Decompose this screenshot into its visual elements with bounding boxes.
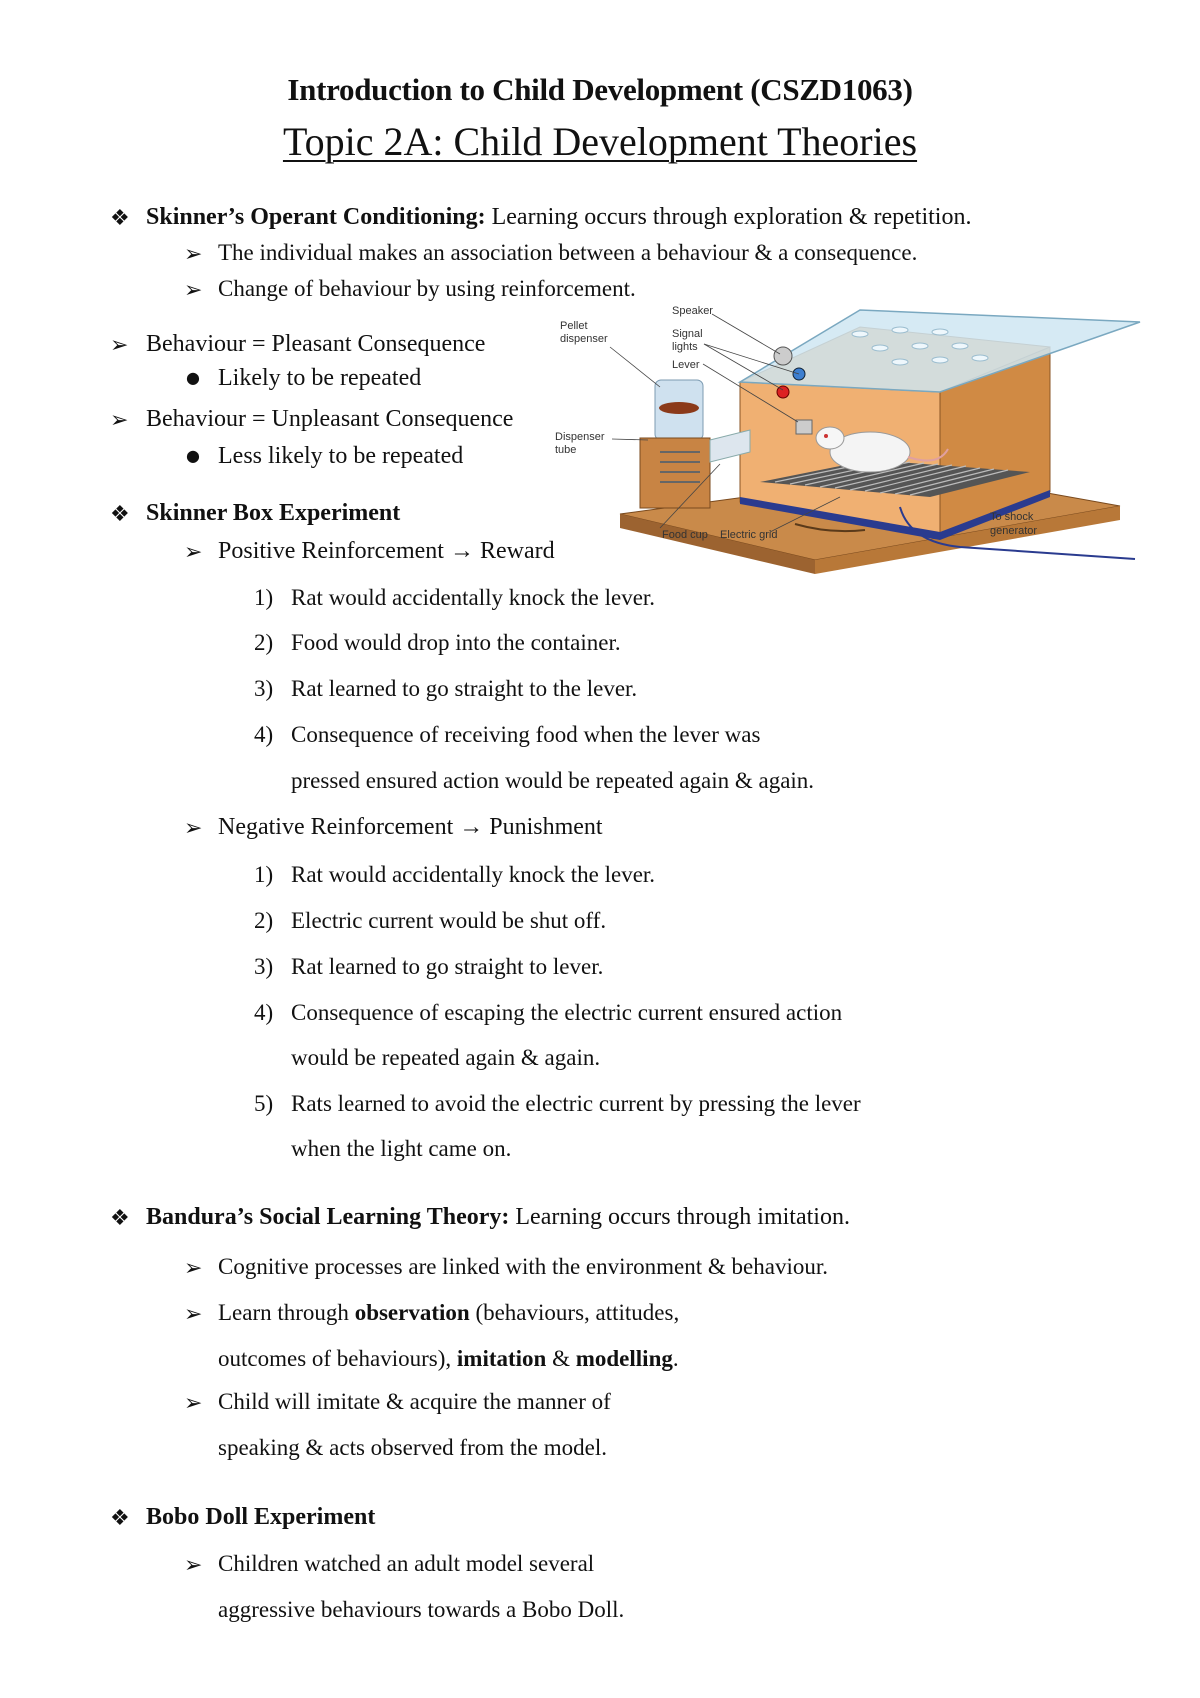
label-lights: lights (672, 341, 698, 353)
label-dispenser: dispenser (560, 333, 608, 345)
bandura-point-3-cont: speaking & acts observed from the model. (218, 1435, 607, 1460)
step-number: 2) (254, 908, 274, 933)
arrow-bullet-icon: ➢ (184, 1553, 203, 1578)
topic-title (0, 118, 1200, 165)
positive-step-3: Rat learned to go straight to the lever. (291, 676, 638, 701)
arrow-bullet-icon: ➢ (110, 333, 129, 358)
lever (796, 420, 812, 434)
step-number: 4) (254, 1000, 274, 1025)
bandura-point-1: Cognitive processes are linked with the environment & behaviour. (218, 1254, 828, 1279)
bobo-point-1-cont: aggressive behaviours towards a Bobo Doll. (218, 1597, 625, 1622)
skinner-heading (146, 204, 971, 231)
diamond-bullet-icon: ❖ (110, 1206, 130, 1231)
text-run: . (672, 1346, 679, 1371)
diamond-bullet-icon: ❖ (110, 502, 130, 527)
label-shock-1: To shock (990, 511, 1034, 523)
label-lever: Lever (672, 359, 700, 371)
pleasant-note: Likely to be repeated (218, 365, 422, 391)
label-electric-grid: Electric grid (720, 529, 778, 541)
bandura-point-2 (218, 1300, 679, 1326)
bandura-point-3: Child will imitate & acquire the manner of (218, 1389, 611, 1414)
observation-term: observation (354, 1300, 470, 1325)
bobo-title: Bobo Doll Experiment (146, 1504, 376, 1530)
bandura-title: Bandura’s Social Learning Theory: (146, 1204, 510, 1230)
bandura-heading (146, 1204, 850, 1231)
step-number: 1) (254, 585, 274, 610)
positive-result: Reward (479, 538, 555, 564)
negative-step-4-cont: would be repeated again & again. (291, 1045, 601, 1070)
arrow-bullet-icon: ➢ (184, 1391, 203, 1416)
negative-label: Negative Reinforcement (218, 814, 454, 840)
negative-step-5: Rats learned to avoid the electric current by pressing the lever (291, 1091, 861, 1116)
negative-step-1: Rat would accidentally knock the lever. (291, 862, 656, 887)
bandura-desc: Learning occurs through imitation. (509, 1204, 850, 1230)
label-speaker: Speaker (672, 305, 713, 317)
skinner-desc: Learning occurs through exploration & repetition. (485, 204, 972, 230)
text-run: outcomes of behaviours), (218, 1346, 457, 1371)
arrow-bullet-icon: ➢ (184, 1256, 203, 1281)
bandura-point-2-cont (218, 1346, 679, 1372)
negative-step-3: Rat learned to go straight to lever. (291, 954, 604, 979)
negative-step-2: Electric current would be shut off. (291, 908, 607, 933)
text-run: Learn through (218, 1300, 355, 1325)
bobo-point-1: Children watched an adult model several (218, 1551, 595, 1576)
label-pellet: Pellet (560, 320, 588, 332)
step-number: 3) (254, 954, 274, 979)
diamond-bullet-icon: ❖ (110, 1506, 130, 1531)
label-dispenser-tube-1: Dispenser (555, 431, 605, 443)
arrow-bullet-icon: ➢ (184, 540, 203, 565)
negative-result: Punishment (489, 814, 603, 840)
speaker (774, 347, 792, 365)
step-number: 1) (254, 862, 274, 887)
course-title: Introduction to Child Development (CSZD1063) (287, 72, 913, 107)
arrow-bullet-icon: ➢ (184, 816, 203, 841)
skinner-box-illustration (555, 292, 1135, 602)
negative-step-4: Consequence of escaping the electric current ensured action (291, 1000, 843, 1025)
positive-step-1: Rat would accidentally knock the lever. (291, 585, 656, 610)
positive-step-4-cont: pressed ensured action would be repeated again & again. (291, 768, 815, 793)
pellets (659, 402, 699, 414)
negative-step-5-cont: when the light came on. (291, 1136, 512, 1161)
label-shock-2: generator (990, 525, 1038, 537)
right-arrow-icon: → (449, 538, 474, 564)
positive-reinforcement (218, 538, 555, 565)
arrow-bullet-icon: ➢ (110, 408, 129, 433)
positive-step-4: Consequence of receiving food when the lever was (291, 722, 761, 747)
box-experiment-title: Skinner Box Experiment (146, 500, 401, 526)
arrow-bullet-icon: ➢ (184, 1302, 203, 1327)
text-run: (behaviours, attitudes, (469, 1300, 680, 1325)
dot-bullet-icon: ● (186, 368, 200, 387)
pleasant-consequence: Behaviour = Pleasant Consequence (146, 331, 486, 357)
right-arrow-icon: → (459, 814, 484, 840)
imitation-term: imitation (456, 1346, 547, 1371)
skinner-title: Skinner’s Operant Conditioning: (146, 204, 486, 230)
unpleasant-note: Less likely to be repeated (218, 443, 464, 469)
label-dispenser-tube-2: tube (555, 444, 577, 456)
arrow-bullet-icon: ➢ (184, 242, 203, 267)
step-number: 3) (254, 676, 274, 701)
modelling-term: modelling (575, 1346, 673, 1371)
skinner-point-1: The individual makes an association between a behaviour & a consequence. (218, 240, 918, 265)
arrow-bullet-icon: ➢ (184, 278, 203, 303)
positive-label: Positive Reinforcement (218, 538, 444, 564)
rat-eye (824, 434, 828, 438)
step-number: 4) (254, 722, 274, 747)
text-run: & (546, 1346, 576, 1371)
rat-head (816, 427, 844, 449)
step-number: 5) (254, 1091, 274, 1116)
dot-bullet-icon: ● (186, 446, 200, 465)
topic-title-text: Topic 2A: Child Development Theories (282, 119, 918, 164)
step-number: 2) (254, 630, 274, 655)
negative-reinforcement (218, 814, 603, 841)
label-food-cup: Food cup (662, 529, 708, 541)
diamond-bullet-icon: ❖ (110, 206, 130, 231)
label-signal: Signal (672, 328, 703, 340)
positive-step-2: Food would drop into the container. (291, 630, 621, 655)
skinner-point-2: Change of behaviour by using reinforcement. (218, 276, 636, 301)
unpleasant-consequence: Behaviour = Unpleasant Consequence (146, 406, 514, 432)
